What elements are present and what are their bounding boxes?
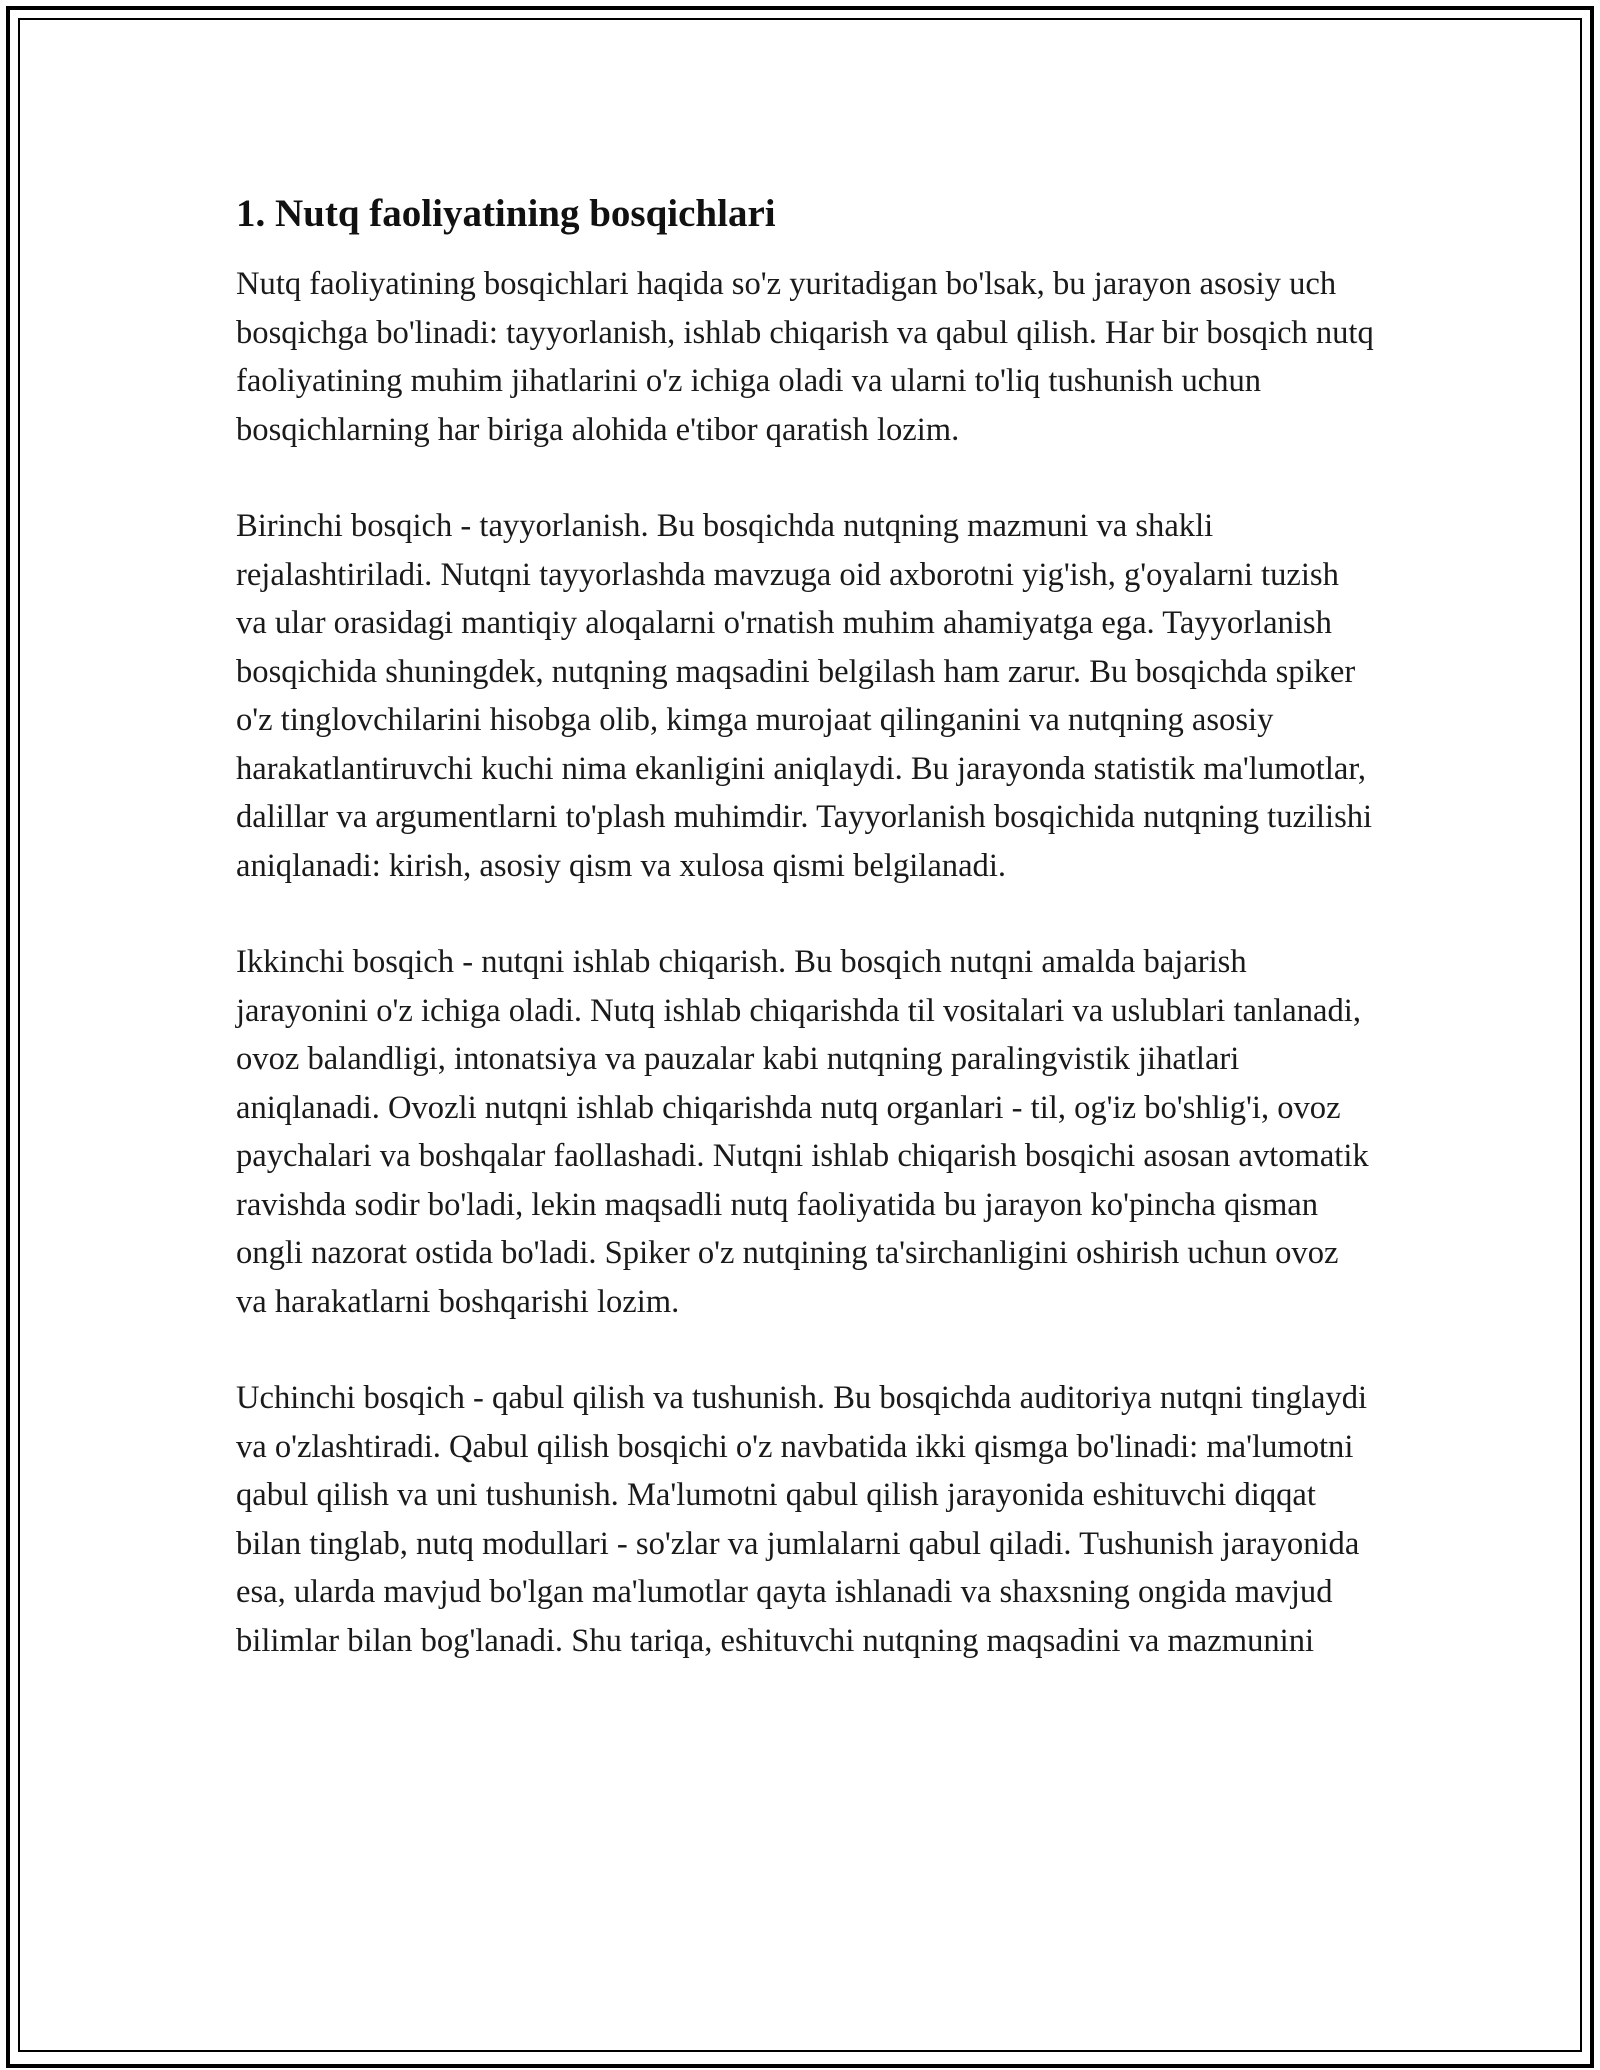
paragraph-intro: Nutq faoliyatining bosqichlari haqida so'z yuritadigan bo'lsak, bu jarayon asosiy uch bosqichga bo'linadi: tayyorlanish, ishlab chiqarish va qabul qilish. Har bir bosqich nutq faoliyatining muhim jihatlarini o'z ichiga oladi va ularni to'liq tushunish uchun bosqichlarning har biriga alohida e'tibor qaratish lozim. xyxy=(236,266,1374,448)
paragraph-stage-three: Uchinchi bosqich - qabul qilish va tushunish. Bu bosqichda auditoriya nutqni tinglaydi va o'zlashtiradi. Qabul qilish bosqichi o'z navbatida ikki qismga bo'linadi: ma'lumotni qabul qilish va uni tushunish. Ma'lumotni qabul qilish jarayonida eshituvchi diqqat bilan tinglab, nutq modullari - so'zlar va jumlalarni qabul qiladi. Tushunish jarayonida esa, ularda mavjud bo'lgan ma'lumotlar qayta ishlanadi va shaxsning ongida mavjud bilimlar bilan bog'lanadi. Shu tariqa, eshituvchi nutqning maqsadini va mazmunini xyxy=(236,1380,1368,1659)
paragraph-stage-two: Ikkinchi bosqich - nutqni ishlab chiqarish. Bu bosqich nutqni amalda bajarish jarayonini o'z ichiga oladi. Nutq ishlab chiqarishda til vositalari va uslublari tanlanadi, ovoz balandligi, intonatsiya va pauzalar kabi nutqning paralingvistik jihatlari aniqlanadi. Ovozli nutqni ishlab chiqarishda nutq organlari - til, og'iz bo'shlig'i, ovoz paychalari va boshqalar faollashadi. Nutqni ishlab chiqarish bosqichi asosan avtomatik ravishda sodir bo'ladi, lekin maqsadli nutq faoliyatida bu jarayon ko'pincha qisman ongli nazorat ostida bo'ladi. Spiker o'z nutqining ta'sirchanligini oshirish uchun ovoz va harakatlarni boshqarishi lozim. xyxy=(236,944,1369,1320)
document-body xyxy=(236,186,1376,1665)
section-heading: 1. Nutq faoliyatining bosqichlari xyxy=(236,192,776,235)
paragraph-stage-one: Birinchi bosqich - tayyorlanish. Bu bosqichda nutqning mazmuni va shakli rejalashtiriladi. Nutqni tayyorlashda mavzuga oid axborotni yig'ish, g'oyalarni tuzish va ular orasidagi mantiqiy aloqalarni o'rnatish muhim ahamiyatga ega. Tayyorlanish bosqichida shuningdek, nutqning maqsadini belgilash ham zarur. Bu bosqichda spiker o'z tinglovchilarini hisobga olib, kimga murojaat qilinganini va nutqning asosiy harakatlantiruvchi kuchi nima ekanligini aniqlaydi. Bu jarayonda statistik ma'lumotlar, dalillar va argumentlarni to'plash muhimdir. Tayyorlanish bosqichida nutqning tuzilishi aniqlanadi: kirish, asosiy qism va xulosa qismi belgilanadi. xyxy=(236,508,1373,884)
